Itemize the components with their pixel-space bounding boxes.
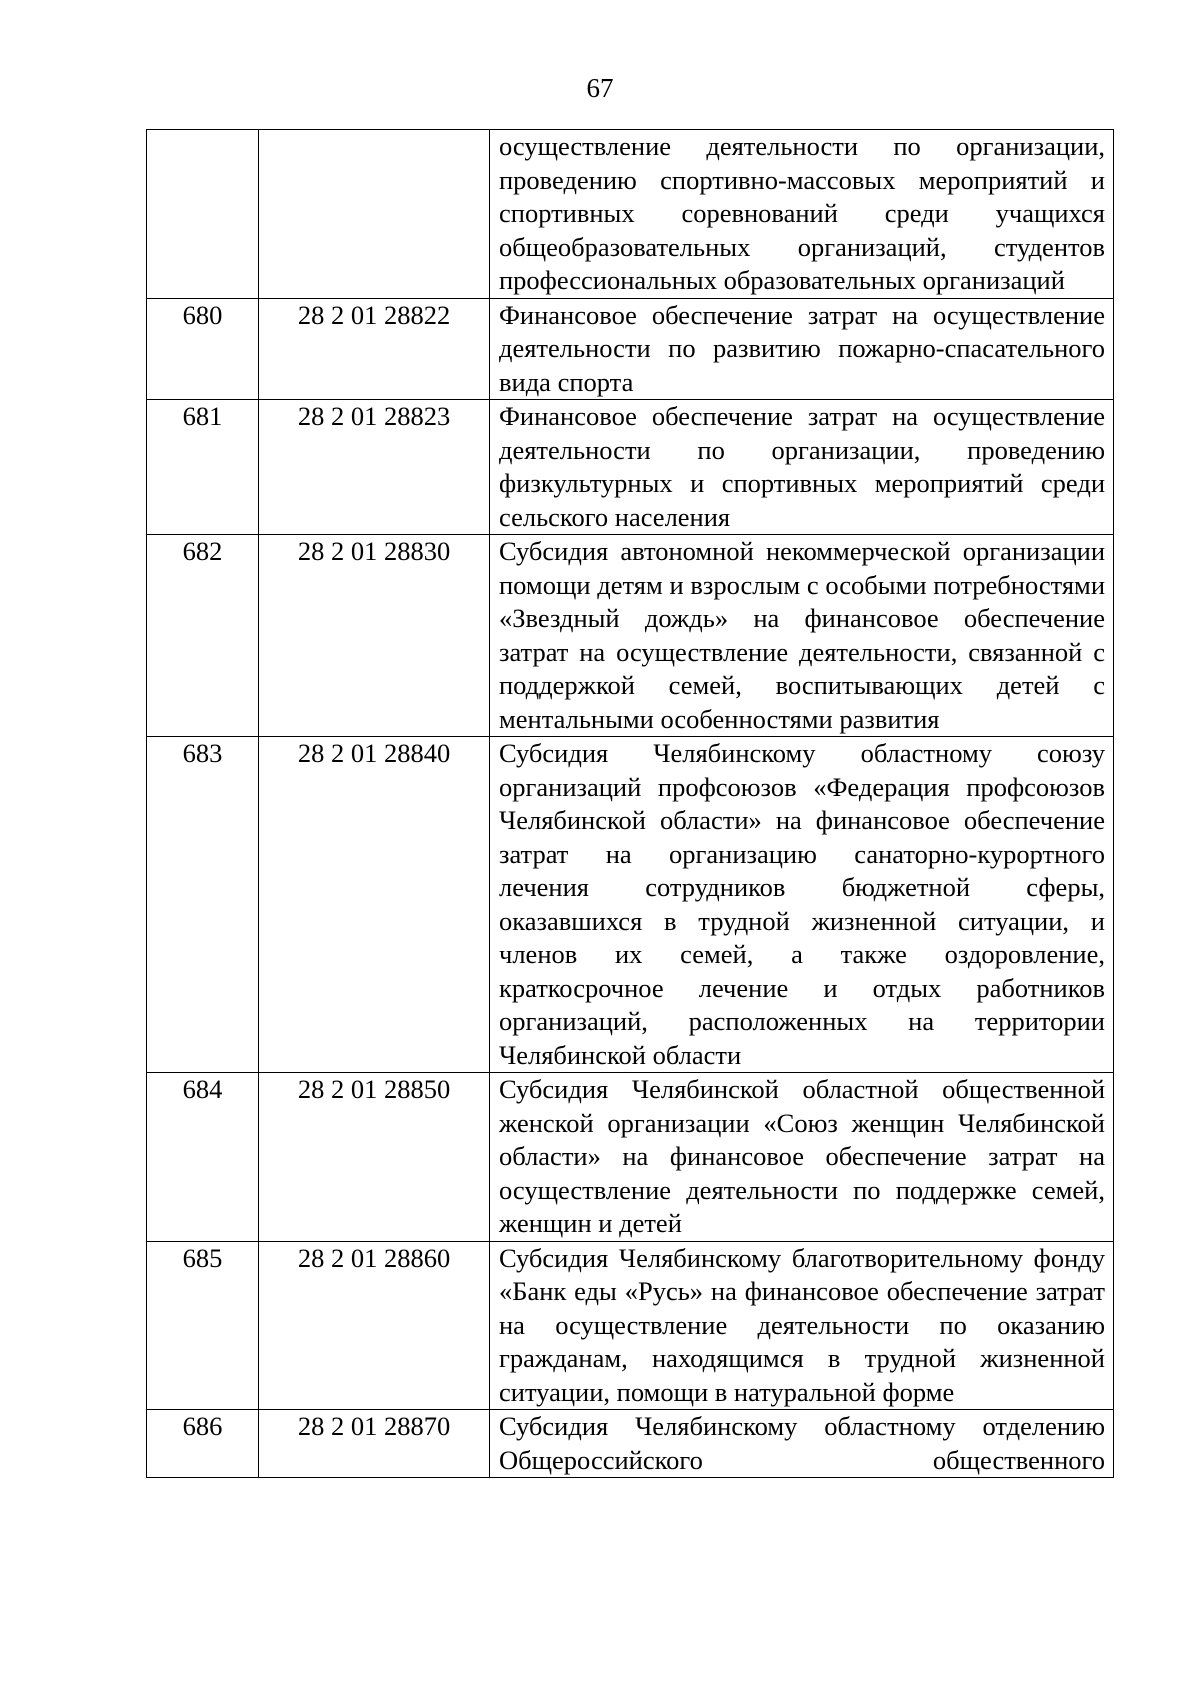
description-cell: Субсидия Челябинскому благотворительному фонду «Банк еды «Русь» на финансовое обеспечение затрат на осуществление деятельности по оказанию гражданам, находящимся в трудной жизненной ситуации, помощи в натуральной форме — [490, 1241, 1114, 1410]
budget-table — [146, 129, 1114, 1478]
row-number-cell: 683 — [147, 737, 259, 1073]
row-number-cell: 682 — [147, 535, 259, 737]
row-number-cell: 686 — [147, 1410, 259, 1478]
budget-code-cell — [259, 130, 490, 299]
table-row — [147, 535, 1114, 737]
table-row — [147, 400, 1114, 535]
row-number-cell: 680 — [147, 298, 259, 400]
description-cell: осуществление деятельности по организации, проведению спортивно-массовых мероприятий и спортивных соревнований среди учащихся общеобразовательных организаций, студентов профессиональных образовательных организаций — [490, 130, 1114, 299]
budget-code-cell: 28 2 01 28870 — [259, 1410, 490, 1478]
description-cell: Субсидия Челябинскому областному союзу организаций профсоюзов «Федерация профсоюзов Челябинской области» на финансовое обеспечение затрат на организацию санаторно-курортного лечения сотрудников бюджетной сферы, оказавшихся в трудной жизненной ситуации, и членов их семей, а также оздоровление, краткосрочное лечение и отдых работников организаций, расположенных на территории Челябинской области — [490, 737, 1114, 1073]
table-row — [147, 737, 1114, 1073]
table-row — [147, 1073, 1114, 1242]
budget-code-cell: 28 2 01 28822 — [259, 298, 490, 400]
row-number-cell: 681 — [147, 400, 259, 535]
table-row — [147, 298, 1114, 400]
budget-code-cell: 28 2 01 28860 — [259, 1241, 490, 1410]
budget-code-cell: 28 2 01 28830 — [259, 535, 490, 737]
table-row — [147, 130, 1114, 299]
description-cell: Субсидия автономной некоммерческой организации помощи детям и взрослым с особыми потребностями «Звездный дождь» на финансовое обеспечение затрат на осуществление деятельности, связанной с поддержкой семей, воспитывающих детей с ментальными особенностями развития — [490, 535, 1114, 737]
row-number-cell: 684 — [147, 1073, 259, 1242]
budget-code-cell: 28 2 01 28850 — [259, 1073, 490, 1242]
row-number-cell: 685 — [147, 1241, 259, 1410]
table-row — [147, 1241, 1114, 1410]
table-row — [147, 1410, 1114, 1478]
budget-code-cell: 28 2 01 28823 — [259, 400, 490, 535]
budget-code-cell: 28 2 01 28840 — [259, 737, 490, 1073]
description-cell: Финансовое обеспечение затрат на осуществление деятельности по развитию пожарно-спасательного вида спорта — [490, 298, 1114, 400]
description-cell: Субсидия Челябинской областной общественной женской организации «Союз женщин Челябинской области» на финансовое обеспечение затрат на осуществление деятельности по поддержке семей, женщин и детей — [490, 1073, 1114, 1242]
page-number: 67 — [586, 73, 614, 103]
description-cell: Финансовое обеспечение затрат на осуществление деятельности по организации, проведению физкультурных и спортивных мероприятий среди сельского населения — [490, 400, 1114, 535]
description-cell: Субсидия Челябинскому областному отделению Общероссийского общественного — [490, 1410, 1114, 1478]
row-number-cell — [147, 130, 259, 299]
